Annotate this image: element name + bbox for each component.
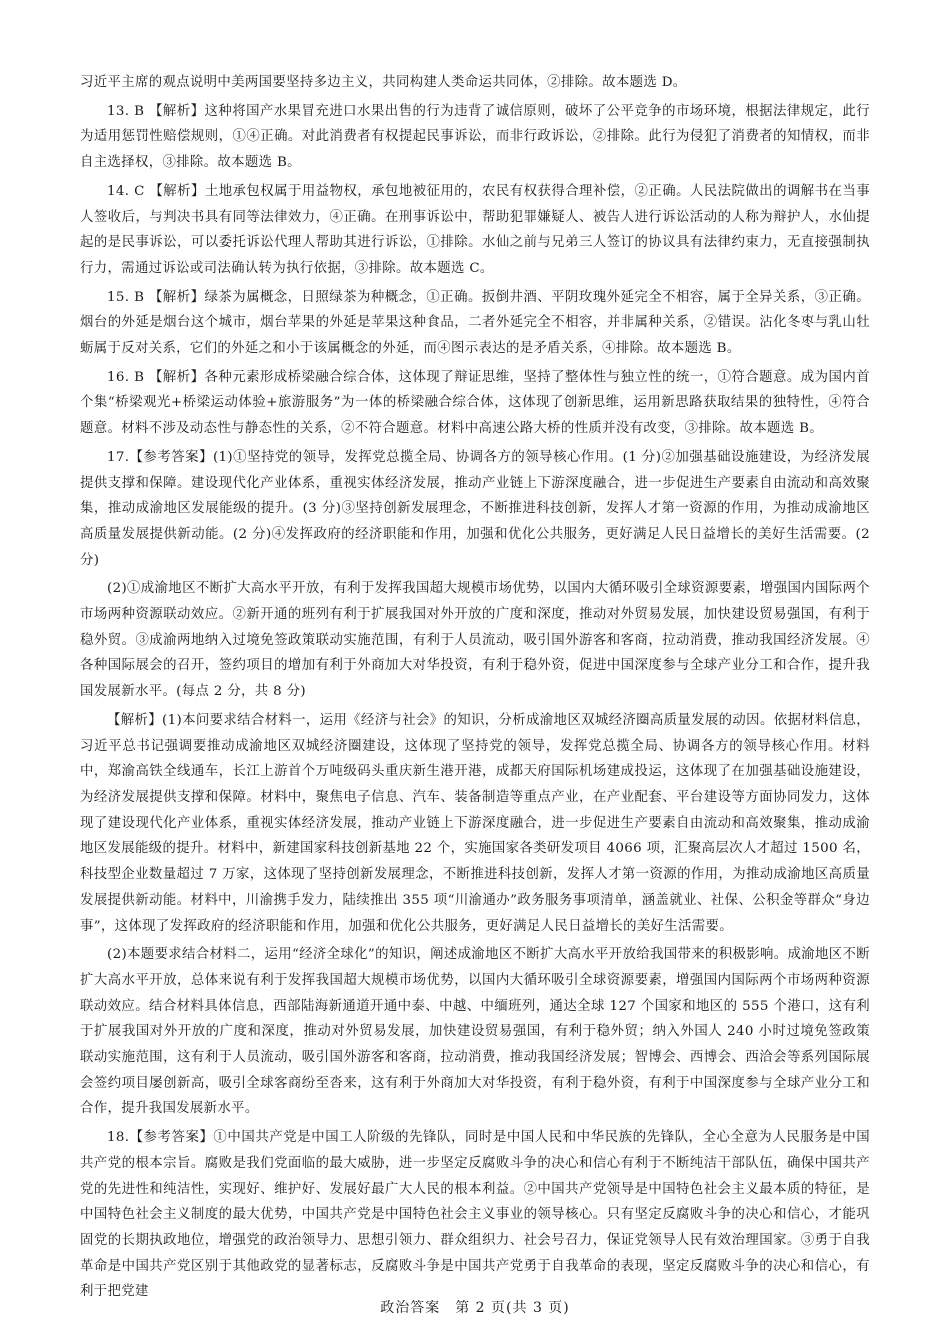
paragraph-q17-analysis-2: (2)本题要求结合材料二，运用“经济全球化”的知识，阐述成渝地区不断扩大高水平开放给我国带来的积极影响。成渝地区不断扩大高水平开放，总体来说有利于发挥我国超大规模市场优势，以国内大循环吸引全球资源要素，增强国内国际两个市场两种资源联动效应。结合材料具体信息，西部陆海新通道开通中泰、中越、中缅班列，通达全球 127 个国家和地区的 555 个港口，这有利于扩展我国对外开放的广度和深度，推动对外贸易发展，加快建设贸易强国，有利于稳外贸；纳入外国人 240 小时过境免签政策联动实施范围，这有利于人员流动，吸引国外游客和客商，拉动消费，推动我国经济发展；智博会、西博会、西洽会等系列国际展会签约项目屡创新高，吸引全球客商纷至沓来，这有利于外商加大对华投资，有利于稳外资，有利于中国深度参与全球产业分工和合作，提升我国发展新水平。 <box>80 947 870 1117</box>
paragraph-q14: 14. C 【解析】土地承包权属于用益物权，承包地被征用的，农民有权获得合理补偿，②正确。人民法院做出的调解书在当事人签收后，与判决书具有同等法律效力，④正确。在刑事诉讼中，帮助犯罪嫌疑人、被告人进行诉讼活动的人称为辩护人，水仙提起的是民事诉讼，可以委托诉讼代理人帮助其进行诉讼，①排除。水仙之前与兄弟三人签订的协议具有法律约束力，无直接强制执行力，需通过诉讼或司法确认转为执行依据，③排除。故本题选 C。 <box>80 183 870 276</box>
paragraph-continuation: 习近平主席的观点说明中美两国要坚持多边主义，共同构建人类命运共同体，②排除。故本题选 D。 <box>80 75 687 90</box>
paragraph-q13: 13. B 【解析】这种将国产水果冒充进口水果出售的行为违背了诚信原则，破坏了公平竞争的市场环境，根据法律规定，此行为适用惩罚性赔偿规则，①④正确。对此消费者有权提起民事诉讼，而非行政诉讼，②排除。此行为侵犯了消费者的知情权，而非自主选择权，③排除。故本题选 B。 <box>80 103 870 171</box>
paragraph-q17-answer-2: (2)①成渝地区不断扩大高水平开放，有利于发挥我国超大规模市场优势，以国内大循环吸引全球资源要素，增强国内国际两个市场两种资源联动效应。②新开通的班列有利于扩展我国对外开放的广度和深度，推动对外贸易发展，加快建设贸易强国，有利于稳外贸。③成渝两地纳入过境免签政策联动实施范围，有利于人员流动，吸引国外游客和客商，拉动消费，推动我国经济发展。④各种国际展会的召开，签约项目的增加有利于外商加大对华投资，有利于稳外资，促进中国深度参与全球产业分工和合作，提升我国发展新水平。(每点 2 分，共 8 分) <box>80 581 870 700</box>
paragraph-q17-analysis-1: 【解析】(1)本问要求结合材料一，运用《经济与社会》的知识，分析成渝地区双城经济圈高质量发展的动因。依据材料信息，习近平总书记强调要推动成渝地区双城经济圈建设，这体现了坚持党的领导，发挥党总揽全局、协调各方的领导核心作用。材料中，郑渝高铁全线通车，长江上游首个万吨级码头重庆新生港开港，成都天府国际机场建成投运，这体现了在加强基础设施建设，为经济发展提供支撑和保障。材料中，聚焦电子信息、汽车、装备制造等重点产业，在产业配套、平台建设等方面协同发力，这体现了建设现代化产业体系，重视实体经济发展，推动产业链上下游深度融合，进一步促进生产要素自由流动和高效聚集，推动成渝地区发展能级的提升。材料中，新建国家科技创新基地 22 个，实施国家各类研发项目 4066 项，汇聚高层次人才超过 1500 名，科技型企业数量超过 7 万家，这体现了坚持创新发展理念，不断推进科技创新，发挥人才第一资源的作用，为推动成渝地区高质量发展提供新动能。材料中，川渝携手发力，陆续推出 355 项“川渝通办”政务服务事项清单，涵盖就业、社保、公积金等群众“身边事”，这体现了发挥政府的经济职能和作用，加强和优化公共服务，更好满足人民日益增长的美好生活需要。 <box>80 712 870 934</box>
paragraph-q16: 16. B 【解析】各种元素形成桥梁融合综合体，这体现了辩证思维，坚持了整体性与独立性的统一，①符合题意。成为国内首个集“桥梁观光+桥梁运动体验+旅游服务”为一体的桥梁融合综合体，这体现了创新思维，运用新思路获取结果的独特性，④符合题意。材料不涉及动态性与静态性的关系，②不符合题意。材料中高速公路大桥的性质并没有改变，③排除。故本题选 B。 <box>80 369 870 437</box>
answer-content <box>80 70 870 1308</box>
paragraph-q15: 15. B 【解析】绿茶为属概念，日照绿茶为种概念，①正确。扳倒井酒、平阴玫瑰外延完全不相容，属于全异关系，③正确。烟台的外延是烟台这个城市，烟台苹果的外延是苹果这种食品，二者外延完全不相容，并非属种关系，②错误。沾化冬枣与乳山牡蛎属于反对关系，它们的外延之和小于该属概念的外延，而④图示表达的是矛盾关系，④排除。故本题选 B。 <box>80 289 870 357</box>
paragraph-q18-answer: 18.【参考答案】①中国共产党是中国工人阶级的先锋队，同时是中国人民和中华民族的先锋队，全心全意为人民服务是中国共产党的根本宗旨。腐败是我们党面临的最大威胁，进一步坚定反腐败斗争的决心和信心有利于不断纯洁干部队伍，确保中国共产党的先进性和纯洁性，实现好、维护好、发展好最广大人民的根本利益。②中国共产党领导是中国特色社会主义最本质的特征，是中国特色社会主义制度的最大优势，中国共产党是中国特色社会主义事业的领导核心。只有坚定反腐败斗争的决心和信心，才能巩固党的长期执政地位，增强党的政治领导力、思想引领力、群众组织力、社会号召力，保证党领导人民有效治理国家。③勇于自我革命是中国共产党区别于其他政党的显著标志，反腐败斗争是中国共产党勇于自我革命的表现，坚定反腐败斗争的决心和信心，有利于把党建 <box>80 1130 870 1300</box>
page-footer: 政治答案 第 2 页(共 3 页) <box>380 1300 570 1316</box>
paragraph-q17-answer-1: 17.【参考答案】(1)①坚持党的领导，发挥党总揽全局、协调各方的领导核心作用。(1 分)②加强基础设施建设，为经济发展提供支撑和保障。建设现代化产业体系，重视实体经济发展，推动产业链上下游深度融合，进一步促进生产要素自由流动和高效聚集，推动成渝地区发展能级的提升。(3 分)③坚持创新发展理念，不断推进科技创新，发挥人才第一资源的作用，为推动成渝地区高质量发展提供新动能。(2 分)④发挥政府的经济职能和作用，加强和优化公共服务，更好满足人民日益增长的美好生活需要。(2 分) <box>80 449 870 568</box>
